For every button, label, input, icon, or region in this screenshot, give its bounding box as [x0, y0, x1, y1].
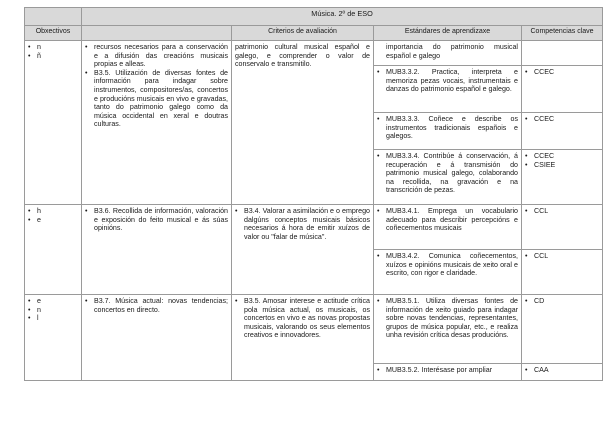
obxectivo-item: • ñ — [28, 52, 78, 61]
obxectivo-item: • l — [28, 314, 78, 323]
estandar-cell — [374, 113, 522, 150]
competencias-cell — [522, 113, 603, 150]
obxectivo-item: • h — [28, 207, 78, 216]
competencias-cell — [522, 250, 603, 295]
obxectivo-item: • n — [28, 43, 78, 52]
contidos-cell — [82, 205, 232, 295]
obxectivo-item: • n — [28, 306, 78, 315]
estandar-item: • MUB3.3.4. Contribúe á conservación, á recuperación e á transmisión do patrimonio musical galego, colaborando na recollida, na gravación e na transcrición de pezas. — [377, 152, 518, 195]
estandar-cell — [374, 295, 522, 364]
estandar-item: • MUB3.5.1. Utiliza diversas fontes de información de xeito guiado para indagar sobre novas tendencias, representantes, grupos de música popular, etc., e realiza unha revisión crítica desas producións. — [377, 297, 518, 340]
criterio-item: • B3.4. Valorar a asimilación e o emprego dalgúns conceptos musicais básicos necesarios á hora de emitir xuízos de valor ou "falar de música". — [235, 207, 370, 241]
table-title-row — [25, 8, 603, 26]
competencia-item: • CCEC — [525, 115, 599, 124]
estandar-cell — [374, 41, 522, 66]
contidos-cell — [82, 295, 232, 381]
competencia-item: • CAA — [525, 366, 599, 375]
table-row — [25, 205, 603, 250]
competencia-item: • CCL — [525, 252, 599, 261]
estandar-continuation: importancia do patrimonio musical español e galego — [386, 43, 518, 60]
obxectivo-item: • e — [28, 216, 78, 225]
competencia-item: • CD — [525, 297, 599, 306]
contidos-cell — [82, 41, 232, 205]
competencias-cell — [522, 364, 603, 381]
estandar-item: • MUB3.4.1. Emprega un vocabulario adecuado para describir percepcións e coñecementos musicais — [377, 207, 518, 233]
curriculum-table — [24, 7, 603, 381]
estandar-cell — [374, 150, 522, 205]
empty-corner-cell — [25, 8, 82, 26]
obxectivos-cell — [25, 41, 82, 205]
table-title: Música. 2º de ESO — [82, 8, 603, 26]
competencia-item: • CSIEE — [525, 161, 599, 170]
obxectivos-cell — [25, 205, 82, 295]
criterio-item: • B3.5. Amosar interese e actitude crítica pola música actual, os musicais, os concertos en vivo e as novas propostas musicais, valorando os seus elementos creativos e innovadores. — [235, 297, 370, 340]
contido-item: • B3.6. Recollida de información, valoración e exposición do feito musical e ás súas opinións. — [85, 207, 228, 233]
header-contidos — [82, 26, 232, 41]
competencia-item: • CCL — [525, 207, 599, 216]
competencias-cell — [522, 295, 603, 364]
estandar-cell — [374, 250, 522, 295]
table-row — [25, 295, 603, 364]
contido-item: • B3.5. Utilización de diversas fontes de información para indagar sobre instrumentos, compositores/as, concertos e producións musicais en vivo e gravadas, tanto do patrimonio galego como da música occidental en xeral e doutras culturas. — [85, 69, 228, 129]
criterio-cell — [232, 205, 374, 295]
estandar-item: • MUB3.3.3. Coñece e describe os instrumentos tradicionais españois e galegos. — [377, 115, 518, 141]
column-header-row — [25, 26, 603, 41]
competencias-cell — [522, 66, 603, 113]
contido-item: • B3.7. Música actual: novas tendencias; concertos en directo. — [85, 297, 228, 314]
estandar-cell — [374, 66, 522, 113]
estandar-cell — [374, 205, 522, 250]
competencias-cell — [522, 150, 603, 205]
competencias-cell — [522, 41, 603, 66]
obxectivo-item: • e — [28, 297, 78, 306]
header-estandares: Estándares de aprendizaxe — [374, 26, 522, 41]
header-obxectivos: Obxectivos — [25, 26, 82, 41]
header-criterios: Criterios de avaliación — [232, 26, 374, 41]
competencia-item: • CCEC — [525, 68, 599, 77]
competencias-cell — [522, 205, 603, 250]
criterio-cell — [232, 295, 374, 381]
obxectivos-cell — [25, 295, 82, 381]
estandar-item: • MUB3.5.2. Interésase por ampliar — [377, 366, 518, 375]
estandar-item: • MUB3.3.2. Practica, interpreta e memoriza pezas vocais, instrumentais e danzas do patrimonio español e galego. — [377, 68, 518, 94]
criterio-cell: patrimonio cultural musical español e galego, e comprender o valor de conservalo e transmitilo. — [232, 41, 374, 205]
table-row — [25, 41, 603, 66]
competencia-item: • CCEC — [525, 152, 599, 161]
estandar-item: • MUB3.4.2. Comunica coñecementos, xuízos e opinións musicais de xeito oral e escrito, con rigor e claridade. — [377, 252, 518, 278]
estandar-cell — [374, 364, 522, 381]
header-competencias: Competencias clave — [522, 26, 603, 41]
contido-continuation: • recursos necesarios para a conservación e a difusión das creacións musicais propias e alleas. — [85, 43, 228, 69]
